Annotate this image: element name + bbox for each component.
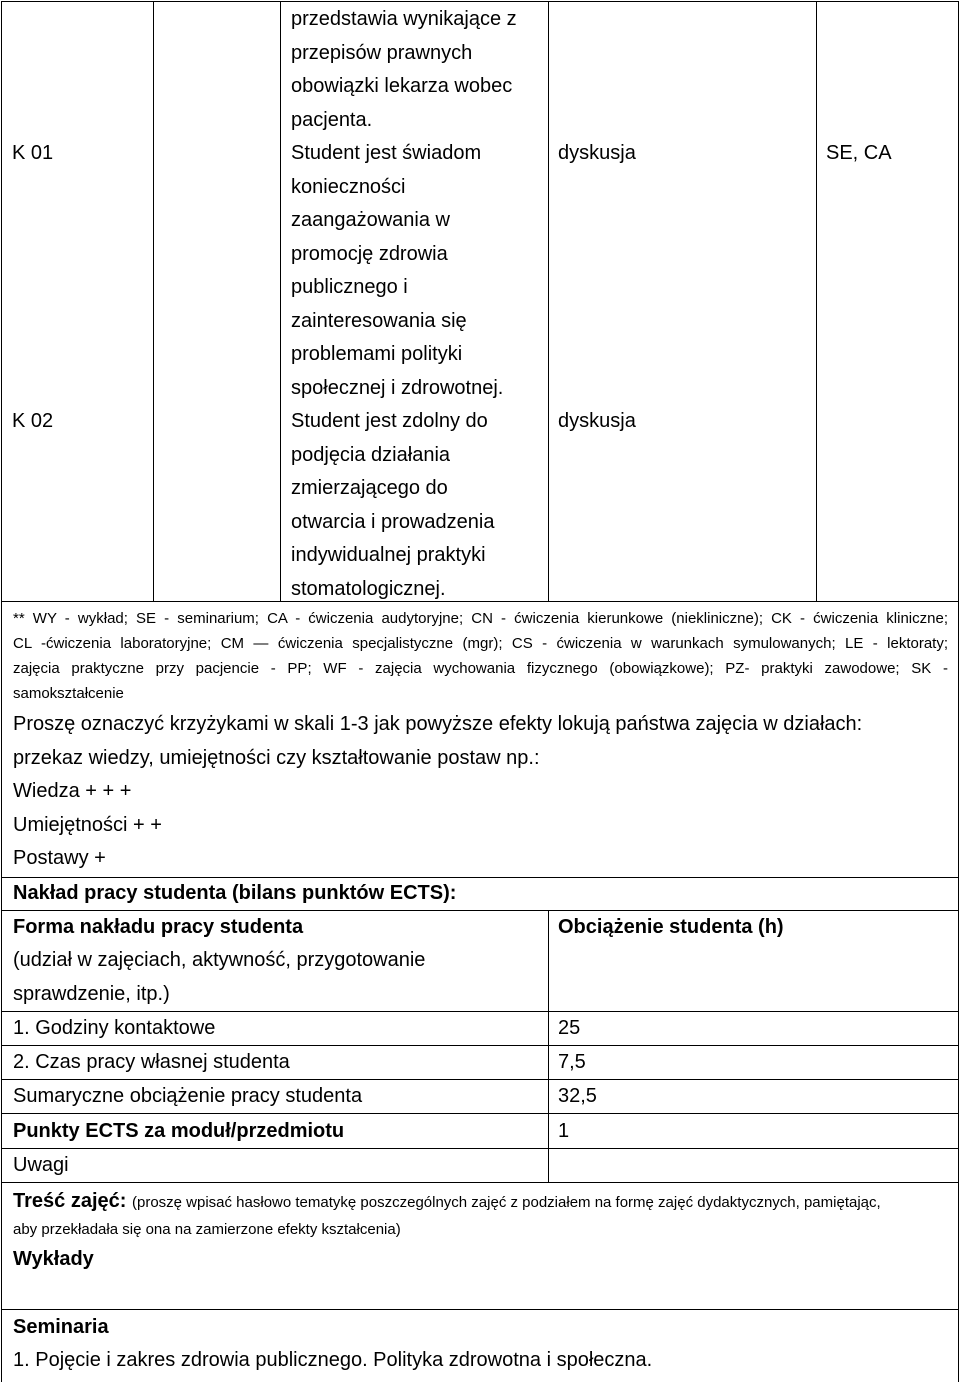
workload-col2-header: Obciążenie studenta (h) xyxy=(558,916,784,938)
table-border-right xyxy=(958,1,959,1382)
workload-col1-subheader: (udział w zajęciach, aktywność, przygotowanie sprawdzenie, itp.) xyxy=(13,949,426,1005)
workload-title: Nakład pracy studenta (bilans punktów ECTS): xyxy=(13,882,457,904)
course-content-note-continued: aby przekładała się ona na zamierzone efekty kształcenia) xyxy=(13,1221,401,1238)
table-border-left xyxy=(1,1,2,1382)
workload-row-value: 32,5 xyxy=(558,1085,597,1107)
workload-row-label: Sumaryczne obciążenie pracy studenta xyxy=(13,1085,363,1107)
workload-col1-header: Forma nakładu pracy studenta xyxy=(13,916,304,938)
lectures-heading: Wykłady xyxy=(13,1248,94,1270)
workload-row-value: 25 xyxy=(558,1017,581,1039)
seminar-item: 1. Pojęcie i zakres zdrowia publicznego. Polityka zdrowotna i społeczna. xyxy=(13,1349,653,1371)
rating-instruction: Proszę oznaczyć krzyżykami w skali 1-3 jak powyższe efekty lokują państwa zajęcia w działach: przekaz wiedzy, umiejętności czy kształtowanie postaw np.: Wiedza + + + Umiejętności + + Postawy + xyxy=(13,713,863,869)
workload-row-value: 7,5 xyxy=(558,1051,586,1073)
ects-points-value: 1 xyxy=(558,1120,570,1142)
continued-description: przedstawia wynikające z przepisów prawnych obowiązki lekarza wobec pacjenta. xyxy=(291,8,517,131)
outcome-code-k02: K 02 xyxy=(12,410,54,432)
workload-row-label: 2. Czas pracy własnej studenta xyxy=(13,1051,290,1073)
col-divider-4 xyxy=(816,1,817,601)
outcome-code-k01: K 01 xyxy=(12,142,54,164)
col-divider-2 xyxy=(280,1,281,601)
outcome-description-k02: Student jest zdolny do podjęcia działania zmierzającego do otwarcia i prowadzenia indywidualnej praktyki stomatologicznej. xyxy=(291,410,495,600)
course-content-label: Treść zajęć: xyxy=(13,1190,127,1212)
col-divider-3 xyxy=(548,1,549,601)
workload-row-label: 1. Godziny kontaktowe xyxy=(13,1017,216,1039)
col-divider-1 xyxy=(153,1,154,601)
outcome-method-k02: dyskusja xyxy=(558,410,636,432)
seminars-heading: Seminaria xyxy=(13,1316,109,1338)
course-content-note: (proszę wpisać hasłowo tematykę poszczególnych zajęć z podziałem na formę zajęć dydaktycznych, pamiętając, xyxy=(131,1194,881,1211)
row-divider xyxy=(1,1309,959,1310)
outcome-forms-k01: SE, CA xyxy=(826,142,892,164)
remarks-label: Uwagi xyxy=(13,1154,69,1176)
col-divider-workload xyxy=(548,910,549,1182)
abbreviation-legend: ** WY - wykład; SE - seminarium; CA - ćwiczenia audytoryjne; CN - ćwiczenia kierunkowe (niekliniczne); CK - ćwiczenia kliniczne; CL -ćwiczenia laboratoryjne; CM — ćwiczenia specjalistyczne (mgr); CS - ćwiczenia w warunkach symulowanych; LE - lektoraty; zajęcia praktyczne przy pacjencie - PP; WF - zajęcia wychowania fizycznego (obowiązkowe); PZ- praktyki zawodowe; SK - samokształcenie xyxy=(13,610,948,702)
outcome-description-k01: Student jest świadom konieczności zaangażowania w promocję zdrowia publicznego i zainteresowania się problemami polityki społecznej i zdrowotnej. xyxy=(291,142,504,399)
course-content xyxy=(13,1185,881,1219)
ects-points-label: Punkty ECTS za moduł/przedmiotu xyxy=(13,1120,345,1142)
outcome-method-k01: dyskusja xyxy=(558,142,636,164)
row-divider xyxy=(1,1182,959,1183)
